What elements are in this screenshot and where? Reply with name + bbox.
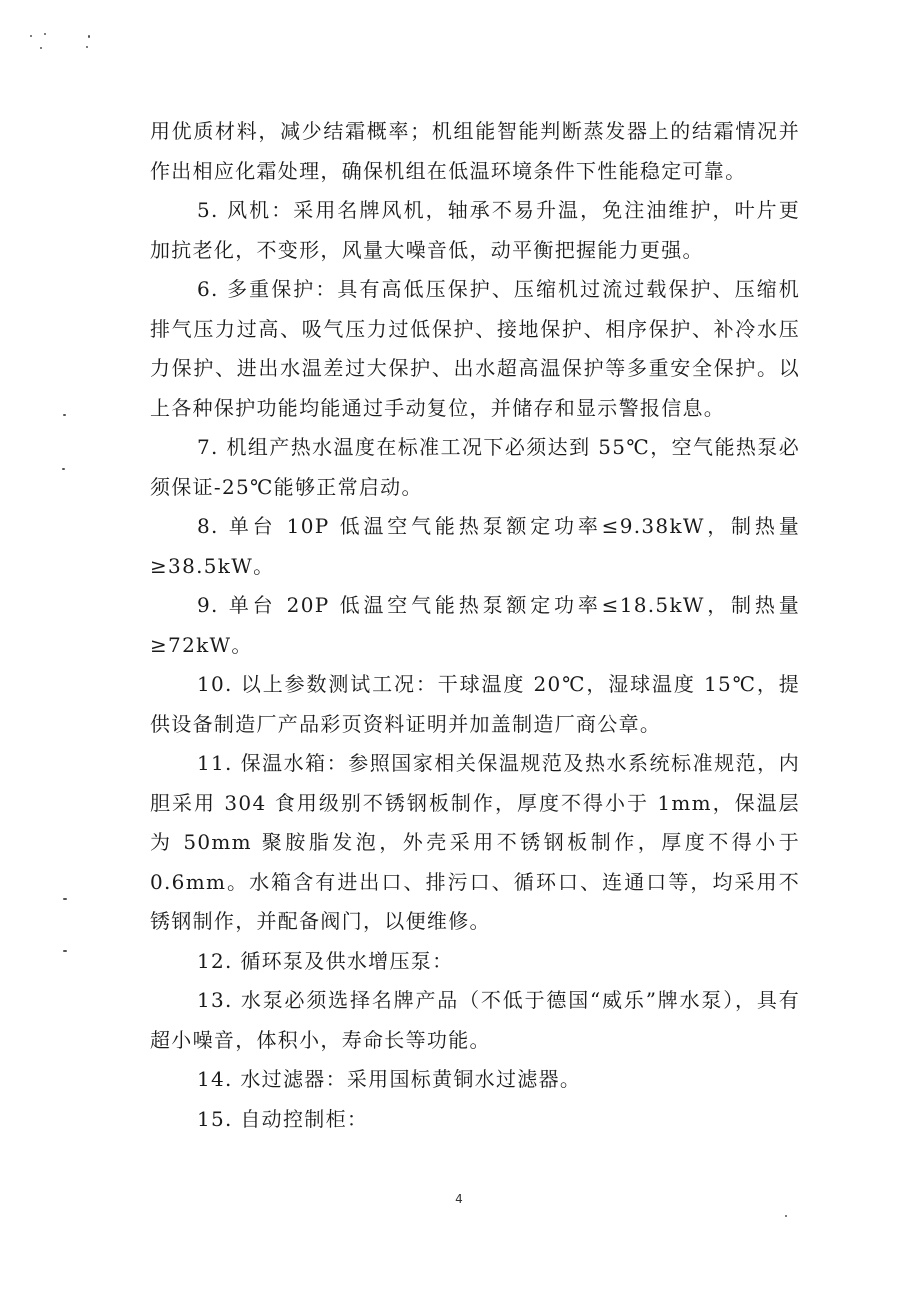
- scan-speck: [63, 414, 66, 416]
- paragraph-item-11-water-tank: 11. 保温水箱：参照国家相关保温规范及热水系统标准规范，内胆采用 304 食用级别不锈钢板制作，厚度不得小于 1mm，保温层为 50mm 聚胺脂发泡，外壳采用不锈钢板制作，厚度不得小于 0.6mm。水箱含有进出口、排污口、循环口、连通口等，均采用不锈钢制作，并配备阀门，以便维修。: [150, 751, 800, 933]
- paragraph-continuation: 用优质材料，减少结霜概率；机组能智能判断蒸发器上的结霜情况并作出相应化霜处理，确保机组在低温环境条件下性能稳定可靠。: [150, 119, 800, 183]
- scan-speck: [86, 46, 88, 48]
- page-number: 4: [455, 1192, 463, 1206]
- paragraph-item-5-fan: 5. 风机：采用名牌风机，轴承不易升温，免注油维护，叶片更加抗老化，不变形，风量大噪音低，动平衡把握能力更强。: [150, 198, 800, 262]
- paragraph-item-13-pump-brand: 13. 水泵必须选择名牌产品（不低于德国“威乐”牌水泵），具有超小噪音，体积小，寿命长等功能。: [150, 988, 800, 1052]
- paragraph-item-10-test-conditions: 10. 以上参数测试工况：干球温度 20℃，湿球温度 15℃，提供设备制造厂产品彩页资料证明并加盖制造厂商公章。: [150, 672, 800, 736]
- scan-speck: [44, 33, 46, 35]
- scan-speck: [785, 1215, 787, 1217]
- scan-speck: [30, 35, 32, 37]
- scan-speck: [88, 35, 90, 38]
- paragraph-item-15-control-cabinet: 15. 自动控制柜：: [197, 1106, 369, 1131]
- paragraph-item-12-pumps: 12. 循环泵及供水增压泵：: [197, 948, 454, 973]
- paragraph-item-8-10p-unit: 8. 单台 10P 低温空气能热泵额定功率≤9.38kW，制热量≥38.5kW。: [150, 514, 800, 578]
- scan-speck: [62, 468, 65, 470]
- paragraph-item-9-20p-unit: 9. 单台 20P 低温空气能热泵额定功率≤18.5kW，制热量≥72kW。: [150, 593, 800, 657]
- scan-speck: [63, 898, 67, 900]
- paragraph-item-7-water-temperature: 7. 机组产热水温度在标准工况下必须达到 55℃，空气能热泵必须保证-25℃能够正常启动。: [150, 435, 800, 499]
- scan-speck: [40, 47, 42, 49]
- paragraph-item-14-filter: 14. 水过滤器：采用国标黄铜水过滤器。: [197, 1067, 582, 1091]
- document-body: [150, 112, 800, 1139]
- paragraph-item-6-protection: 6. 多重保护：具有高低压保护、压缩机过流过载保护、压缩机排气压力过高、吸气压力过低保护、接地保护、相序保护、补冷水压力保护、进出水温差过大保护、出水超高温保护等多重安全保护。以上各种保护功能均能通过手动复位，并储存和显示警报信息。: [150, 277, 800, 420]
- scan-speck: [63, 950, 67, 952]
